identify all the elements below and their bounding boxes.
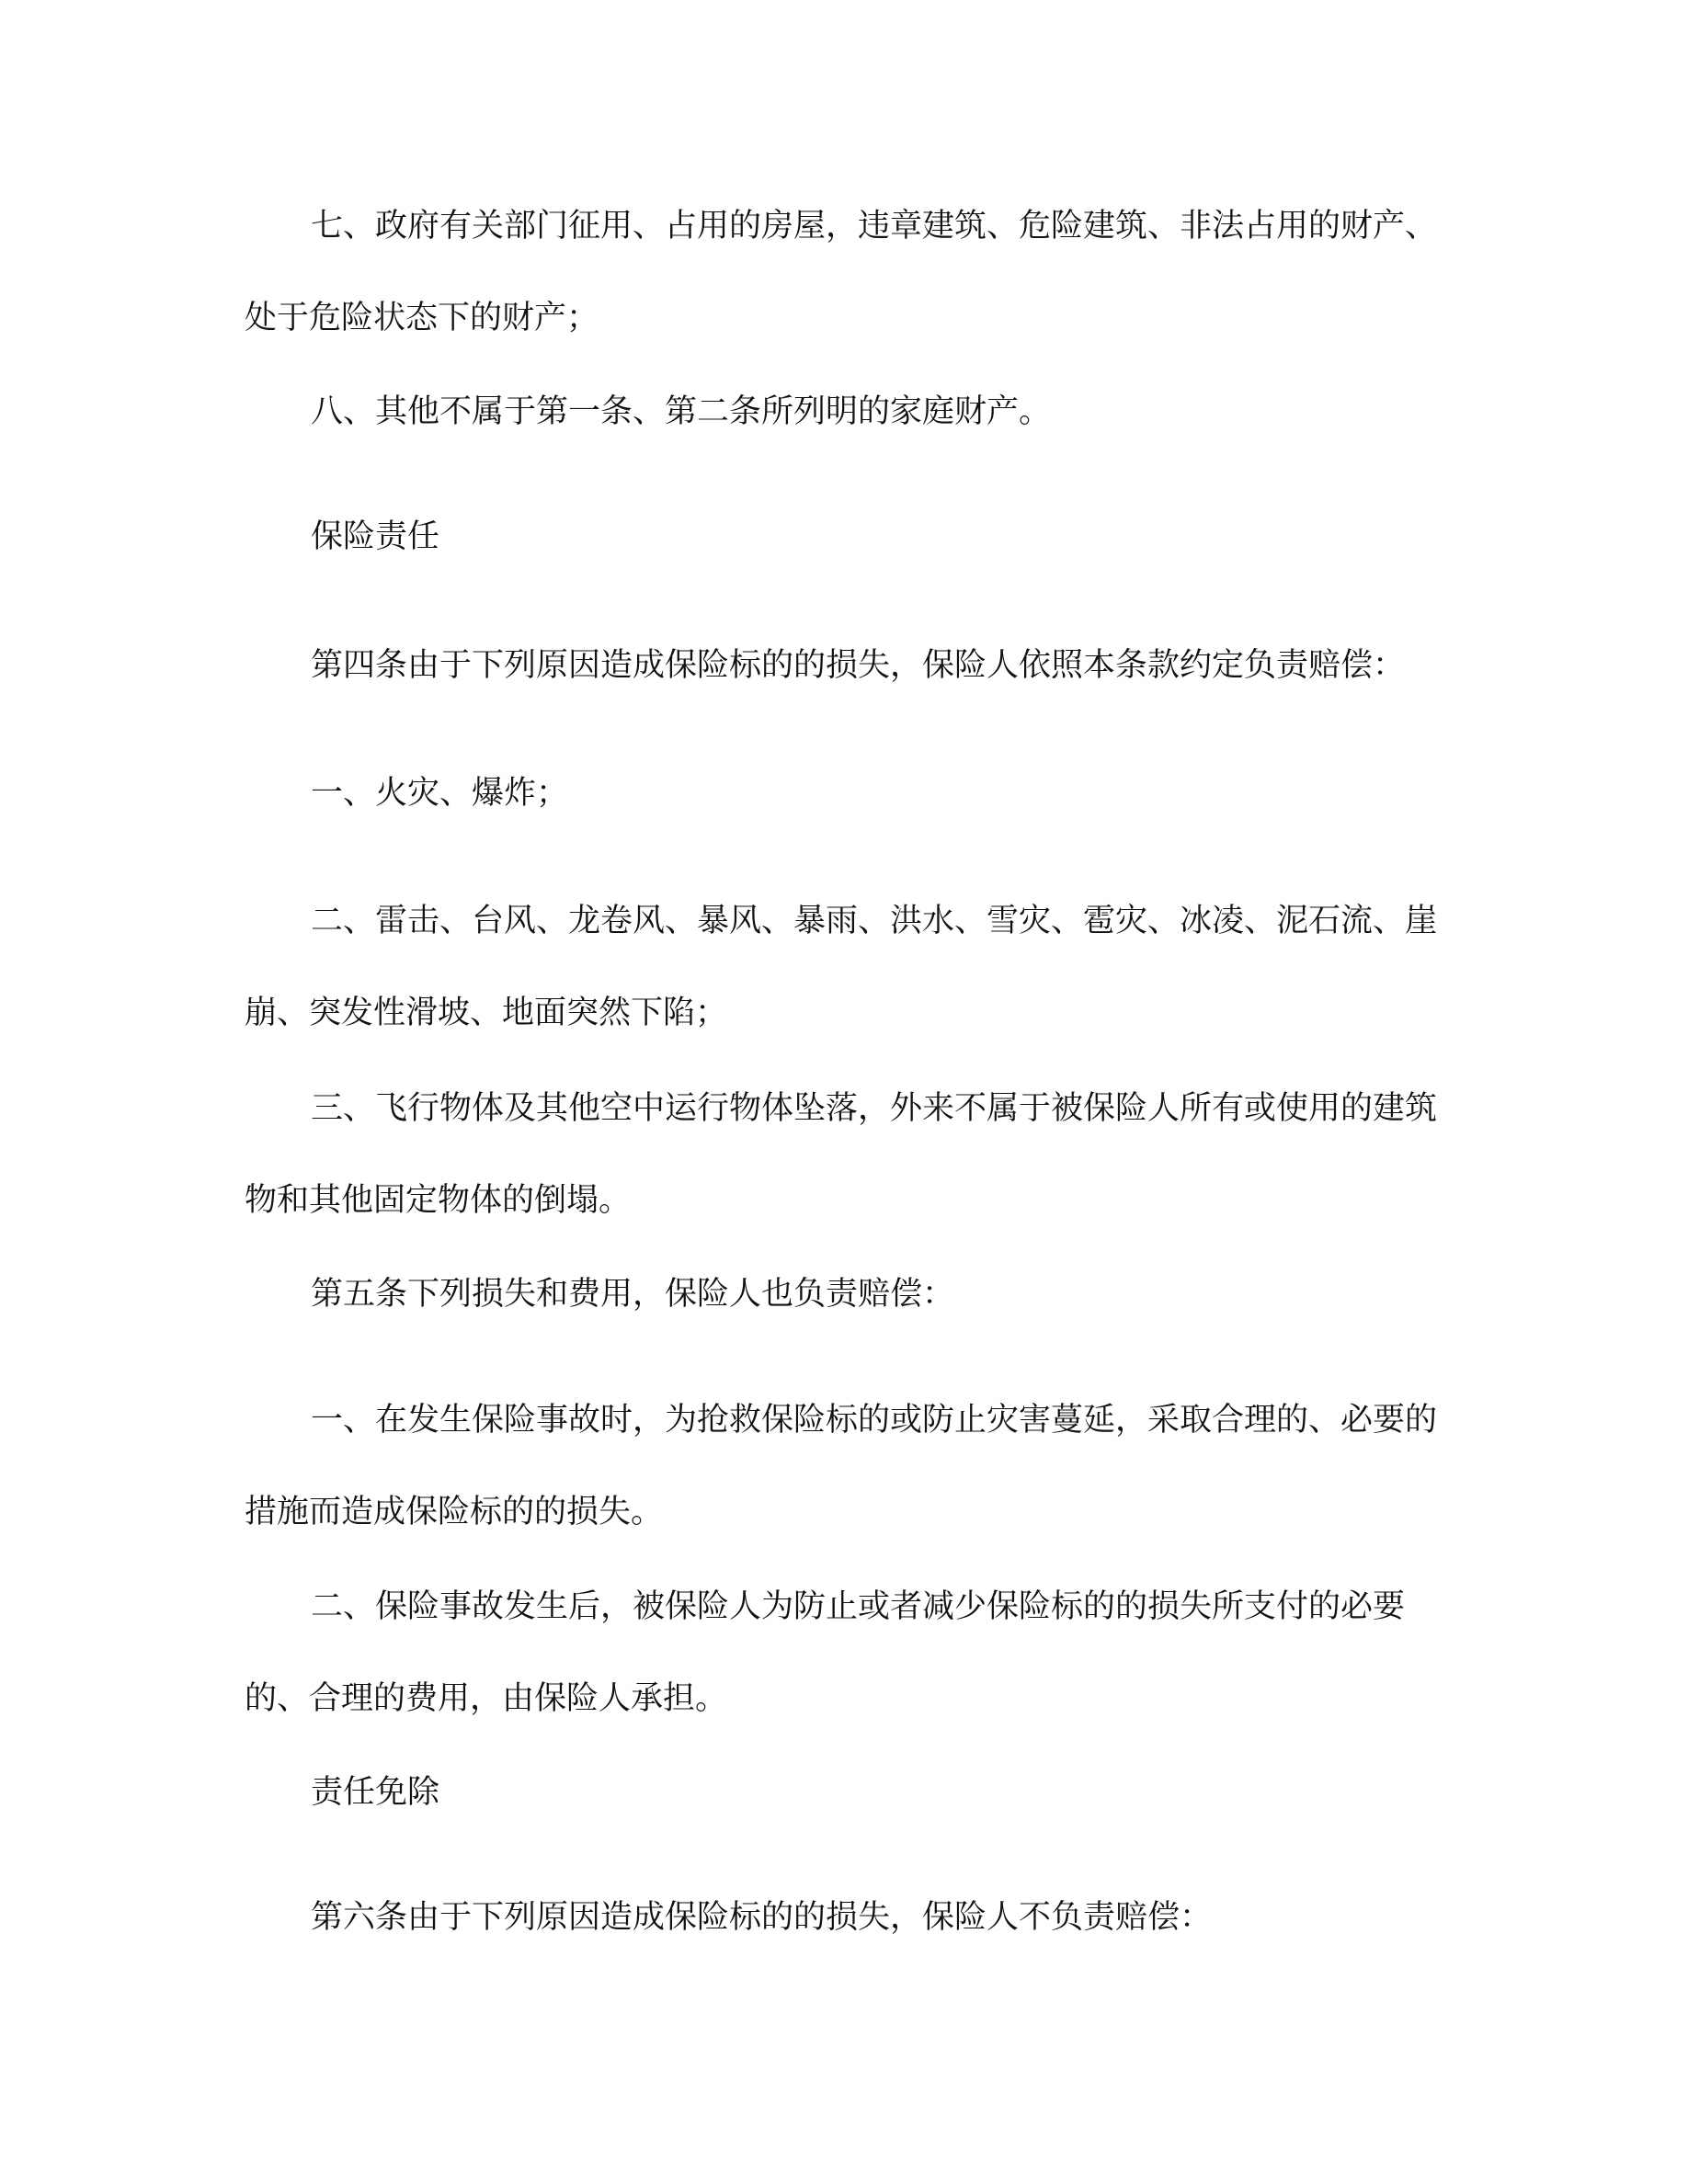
article-four-paragraph: 第四条由于下列原因造成保险标的的损失，保险人依照本条款约定负责赔偿：	[311, 647, 1406, 684]
article-four-item-three: 三、飞行物体及其他空中运行物体坠落，外来不属于被保险人所有或使用的建筑物和其他固定物体的倒塌。	[245, 1090, 1438, 1219]
article-five-item-two: 二、保险事故发生后，被保险人为防止或者减少保险标的的损失所支付的必要的、合理的费用，由保险人承担。	[245, 1588, 1406, 1717]
clause-eight-paragraph: 八、其他不属于第一条、第二条所列明的家庭财产。	[311, 393, 1052, 430]
article-four-item-two: 二、雷击、台风、龙卷风、暴风、暴雨、洪水、雪灾、雹灾、冰凌、泥石流、崖崩、突发性滑坡、地面突然下陷；	[245, 903, 1438, 1031]
article-five-paragraph: 第五条下列损失和费用，保险人也负责赔偿：	[311, 1276, 955, 1313]
article-five-item-one: 一、在发生保险事故时，为抢救保险标的或防止灾害蔓延，采取合理的、必要的措施而造成保险标的的损失。	[245, 1402, 1438, 1530]
article-four-item-one: 一、火灾、爆炸；	[311, 775, 569, 812]
clause-seven-paragraph: 七、政府有关部门征用、占用的房屋，违章建筑、危险建筑、非法占用的财产、处于危险状态下的财产；	[245, 208, 1438, 336]
section-heading-exclusions: 责任免除	[311, 1774, 440, 1811]
section-heading-insurance-liability: 保险责任	[311, 518, 440, 555]
article-six-paragraph: 第六条由于下列原因造成保险标的的损失，保险人不负责赔偿：	[311, 1899, 1213, 1936]
